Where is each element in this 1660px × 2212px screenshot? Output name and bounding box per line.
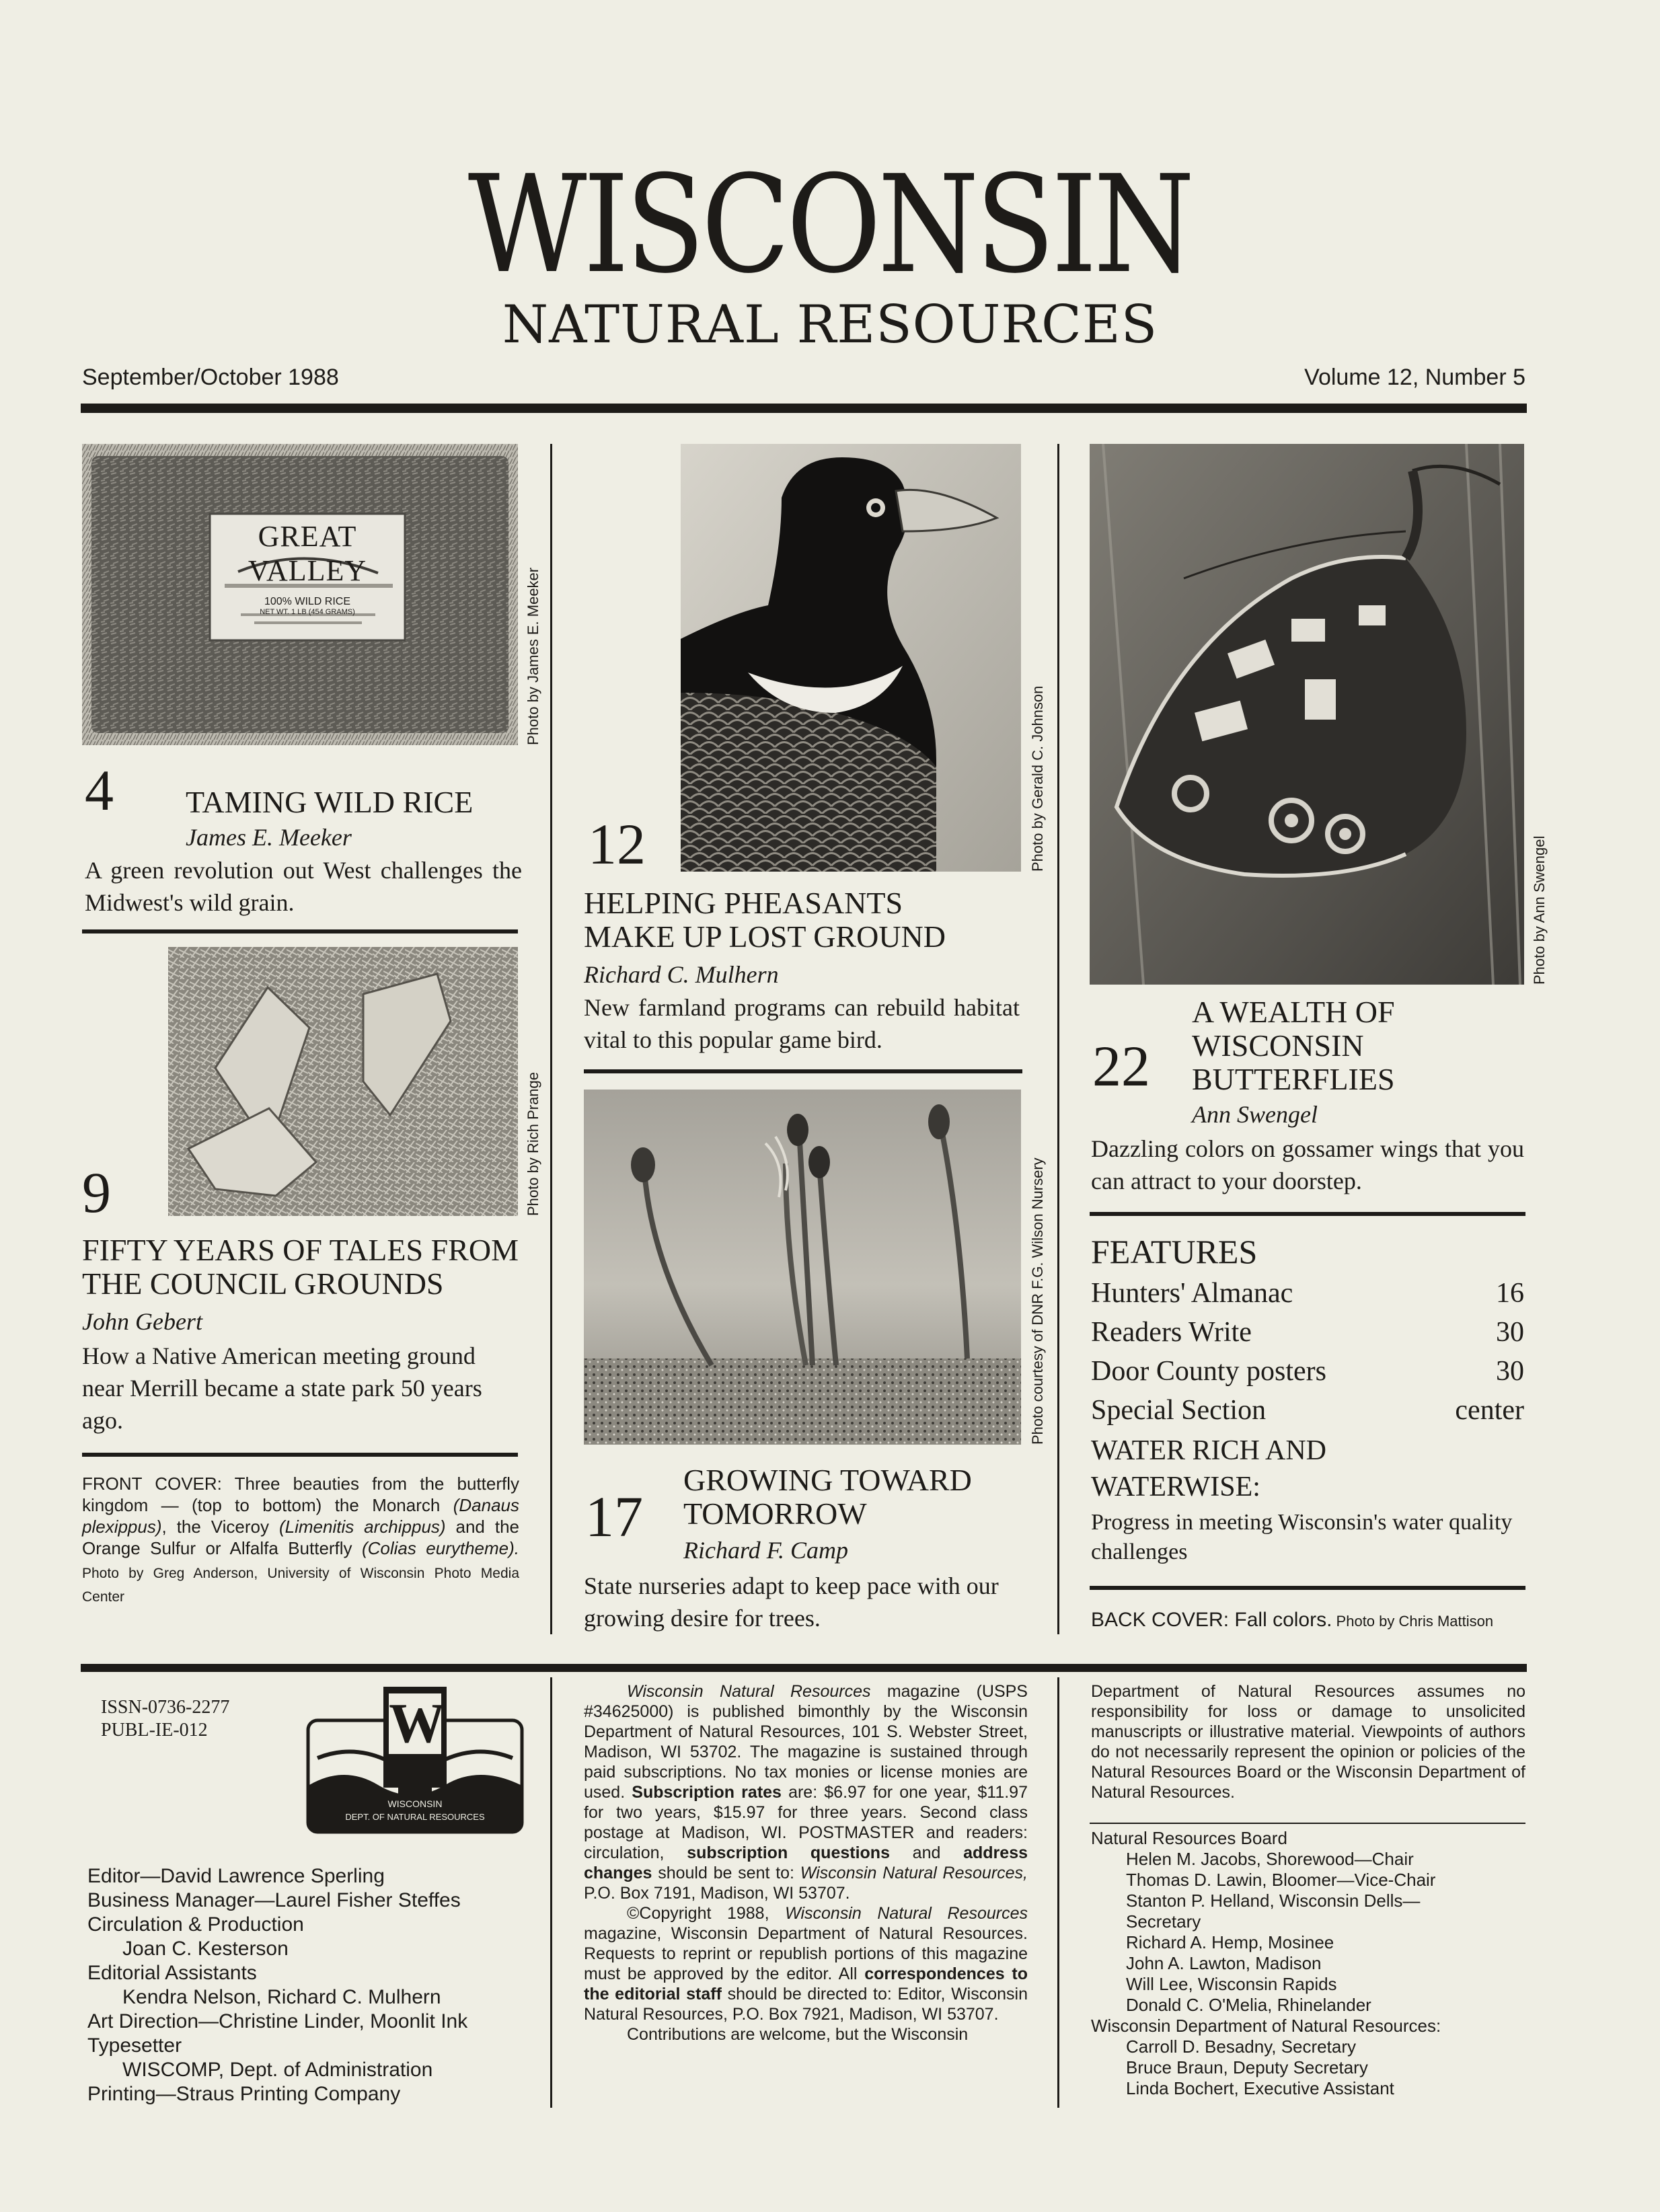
board-member: Richard A. Hemp, Mosinee	[1126, 1932, 1334, 1952]
correspondence-label: correspondences to the editorial staff	[584, 1965, 1028, 2004]
special-title-line2: WATERWISE:	[1091, 1472, 1260, 1502]
front-cover-caption	[82, 1473, 519, 1608]
rice-blurb: A green revolution out West challenges the Midwest's wild grain.	[85, 857, 522, 916]
dept-member: Linda Bochert, Executive Assistant	[1126, 2078, 1394, 2098]
issn: ISSN-0736-2277	[101, 1697, 230, 1718]
feature-item	[1091, 1313, 1524, 1352]
pheasant-photo	[681, 444, 1021, 872]
council-blurb: How a Native American meeting ground near Merrill became a state park 50 years ago.	[82, 1342, 482, 1434]
pub-and: and	[889, 1843, 964, 1862]
butterfly-photo-credit: Photo by Ann Swengel	[1531, 835, 1548, 985]
council-rule	[82, 1453, 518, 1457]
back-cover-caption	[1091, 1609, 1493, 1632]
feature-name: Special Section	[1091, 1395, 1267, 1426]
features-heading: FEATURES	[1091, 1233, 1258, 1270]
disclaimer: Department of Natural Resources assumes no responsibility for loss or damage to unsolicited manuscripts or illustrative material. Viewpoints of authors do not necessarily represent the opinion or policies of the Natural Resources Board or the Wisconsin Department of Natural Resources.	[1091, 1682, 1525, 1802]
front-cover-text-2: , the Viceroy	[161, 1517, 279, 1537]
column-divider-2	[1057, 444, 1059, 1634]
feature-page: 16	[1496, 1278, 1524, 1309]
board-member: Secretary	[1126, 1911, 1201, 1932]
front-cover-text-3: and the Orange Sulfur or Alfalfa Butterfly	[82, 1517, 519, 1558]
back-cover-label: BACK COVER:	[1091, 1609, 1230, 1631]
rice-bag-brand: GREAT VALLEY	[248, 520, 367, 587]
feature-name: Door County posters	[1091, 1356, 1326, 1387]
staff-line: Joan C. Kesterson	[122, 1938, 289, 1960]
butterflies-headline-line1: A WEALTH OF	[1192, 995, 1395, 1029]
board-member: Thomas D. Lawin, Bloomer—Vice-Chair	[1126, 1870, 1436, 1890]
pub-text-4: P.O. Box 7191, Madison, WI 53707.	[584, 1884, 850, 1903]
disclaimer-rule	[1090, 1823, 1525, 1824]
rice-author: James E. Meeker	[186, 824, 352, 851]
nursery-page-number: 17	[585, 1484, 643, 1549]
council-headline-line2: THE COUNCIL GROUNDS	[82, 1266, 444, 1301]
magazine-subtitle: NATURAL RESOURCES	[502, 295, 1158, 355]
pheasant-author: Richard C. Mulhern	[584, 961, 779, 988]
dnr-logo	[304, 1684, 526, 1836]
pheasant-headline-line1: HELPING PHEASANTS	[584, 886, 903, 920]
feature-page: 30	[1496, 1356, 1524, 1387]
council-page-number: 9	[82, 1160, 111, 1225]
staff-line: Editorial Assistants	[87, 1962, 257, 1984]
sulfur-name: (Colias eurytheme).	[361, 1538, 519, 1558]
pheasant-headline-line2: MAKE UP LOST GROUND	[584, 919, 946, 954]
copyright-text-1: ©Copyright 1988,	[627, 1904, 786, 1923]
footer-rule	[81, 1664, 1527, 1672]
staff-line: WISCOMP, Dept. of Administration	[122, 2059, 433, 2081]
board-member: Helen M. Jacobs, Shorewood—Chair	[1126, 1849, 1414, 1869]
wild-rice-photo	[82, 444, 518, 745]
issue-volume: Volume 12, Number 5	[1304, 365, 1525, 390]
features-list	[1091, 1274, 1524, 1430]
feature-item	[1091, 1274, 1524, 1313]
feature-name: Hunters' Almanac	[1091, 1278, 1293, 1309]
pheasant-blurb: New farmland programs can rebuild habitat vital to this popular game bird.	[584, 994, 1020, 1053]
board-member: Stanton P. Helland, Wisconsin Dells—	[1126, 1891, 1421, 1911]
footer-divider-2	[1057, 1677, 1059, 2108]
pheasant-page-number: 12	[588, 812, 646, 876]
dept-heading: Wisconsin Department of Natural Resources:	[1091, 2016, 1441, 2036]
staff-line: Kendra Nelson, Richard C. Mulhern	[122, 1986, 441, 2008]
nursery-blurb: State nurseries adapt to keep pace with our growing desire for trees.	[584, 1572, 999, 1632]
board-member: Donald C. O'Melia, Rhinelander	[1126, 1995, 1371, 2015]
pub-magazine-name: Wisconsin Natural Resources	[627, 1682, 871, 1701]
features-rule	[1090, 1586, 1525, 1590]
butterflies-page-number: 22	[1092, 1034, 1150, 1098]
publication-info	[584, 1681, 1028, 2045]
masthead-rule	[81, 404, 1527, 413]
feature-page: 30	[1496, 1317, 1524, 1348]
monarch-name: (Danaus plexippus)	[82, 1495, 519, 1537]
feature-name: Readers Write	[1091, 1317, 1252, 1348]
rice-page-number: 4	[85, 758, 114, 823]
board-member: John A. Lawton, Madison	[1126, 1953, 1322, 1973]
staff-line: Editor—David Lawrence Sperling	[87, 1865, 385, 1887]
council-headline-line1: FIFTY YEARS OF TALES FROM	[82, 1233, 519, 1267]
nursery-headline-line2: TOMORROW	[683, 1496, 867, 1531]
rice-bag-product: 100% WILD RICE	[264, 596, 351, 607]
copyright-magazine-name: Wisconsin Natural Resources	[785, 1904, 1028, 1923]
dept-member: Carroll D. Besadny, Secretary	[1126, 2036, 1356, 2057]
butterflies-blurb: Dazzling colors on gossamer wings that you can attract to your doorstep.	[1091, 1135, 1524, 1194]
board-member: Will Lee, Wisconsin Rapids	[1126, 1974, 1337, 1994]
pheasant-photo-credit: Photo by Gerald C. Johnson	[1029, 685, 1046, 872]
dept-member: Bruce Braun, Deputy Secretary	[1126, 2057, 1368, 2077]
board-heading: Natural Resources Board	[1091, 1828, 1287, 1848]
magazine-title: WISCONSIN	[467, 147, 1192, 303]
arrowheads-photo	[168, 947, 518, 1216]
seedlings-photo	[584, 1090, 1021, 1445]
pub-text-3: should be sent to:	[652, 1864, 800, 1882]
council-photo-credit: Photo by Rich Prange	[525, 1071, 541, 1216]
staff-line: Art Direction—Christine Linder, Moonlit Ink	[87, 2010, 468, 2032]
rice-photo-credit: Photo by James E. Meeker	[525, 567, 541, 745]
contributions-text: Contributions are welcome, but the Wisconsin	[627, 2025, 969, 2044]
pheasant-rule	[584, 1069, 1022, 1073]
feature-item	[1091, 1352, 1524, 1391]
pub-text-2: are: $6.97 for one year, $11.97 for two years, $15.97 for three years. Second class postage at Madison, WI. POSTMASTER and readers: circulation,	[584, 1783, 1028, 1862]
special-description: Progress in meeting Wisconsin's water quality challenges	[1091, 1510, 1513, 1564]
publ-number: PUBL-IE-012	[101, 1720, 208, 1741]
subscription-questions-label: subscription questions	[687, 1843, 890, 1862]
copyright-text-3: should be directed to: Editor, Wisconsin Natural Resources, P.O. Box 7921, Madison, WI 53707.	[584, 1985, 1028, 2024]
front-cover-label: FRONT COVER:	[82, 1474, 222, 1494]
back-cover-credit: Photo by Chris Mattison	[1332, 1613, 1494, 1630]
council-author: John Gebert	[82, 1308, 202, 1335]
rice-rule	[82, 929, 518, 933]
butterflies-rule	[1090, 1212, 1525, 1216]
back-cover-text: Fall colors.	[1229, 1609, 1332, 1631]
viceroy-name: (Limenitis archippus)	[278, 1517, 446, 1537]
butterflies-headline-line3: BUTTERFLIES	[1192, 1062, 1395, 1096]
nursery-author: Richard F. Camp	[683, 1537, 849, 1564]
nursery-photo-credit: Photo courtesy of DNR F.G. Wilson Nursery	[1029, 1157, 1046, 1445]
logo-letter: W	[389, 1692, 445, 1755]
logo-text-line1: WISCONSIN	[387, 1798, 443, 1809]
butterflies-headline-line2: WISCONSIN	[1192, 1028, 1364, 1063]
special-title-line1: WATER RICH AND	[1091, 1435, 1327, 1466]
butterfly-photo	[1090, 444, 1524, 985]
address-changes-label: address changes	[584, 1843, 1028, 1882]
staff-line: Business Manager—Laurel Fisher Steffes	[87, 1889, 461, 1911]
logo-text-line2: DEPT. OF NATURAL RESOURCES	[345, 1812, 485, 1822]
front-cover-text-1: Three beauties from the butterfly kingdom — (top to bottom) the Monarch	[82, 1474, 519, 1515]
rice-headline: TAMING WILD RICE	[186, 785, 474, 819]
feature-page: center	[1455, 1395, 1524, 1426]
pub-magazine-name-2: Wisconsin Natural Resources,	[800, 1864, 1028, 1882]
rice-bag-weight: NET WT. 1 LB (454 GRAMS)	[260, 608, 355, 616]
staff-line: Printing—Straus Printing Company	[87, 2083, 401, 2105]
copyright-text-2: magazine, Wisconsin Department of Natural Resources. Requests to reprint or republish portions of this magazine must be approved by the editor. All	[584, 1924, 1028, 1983]
column-divider-1	[550, 444, 552, 1634]
butterflies-author: Ann Swengel	[1192, 1101, 1318, 1128]
staff-list	[87, 1864, 545, 2106]
feature-item	[1091, 1391, 1524, 1430]
issue-date: September/October 1988	[82, 365, 339, 390]
board-list	[1091, 1828, 1525, 2099]
footer-divider-1	[550, 1677, 552, 2108]
pub-text-1: magazine (USPS #34625000) is published bimonthly by the Wisconsin Department of Natural Resources, 101 S. Webster Street, Madison, WI 53702. The magazine is sustained through paid subscriptions. No tax monies or license monies are used.	[584, 1682, 1028, 1802]
nursery-headline-line1: GROWING TOWARD	[683, 1463, 972, 1497]
subscription-rates-label: Subscription rates	[632, 1783, 782, 1802]
staff-line: Typesetter	[87, 2034, 182, 2057]
front-cover-credit: Photo by Greg Anderson, University of Wisconsin Photo Media Center	[82, 1566, 519, 1605]
staff-line: Circulation & Production	[87, 1913, 304, 1936]
